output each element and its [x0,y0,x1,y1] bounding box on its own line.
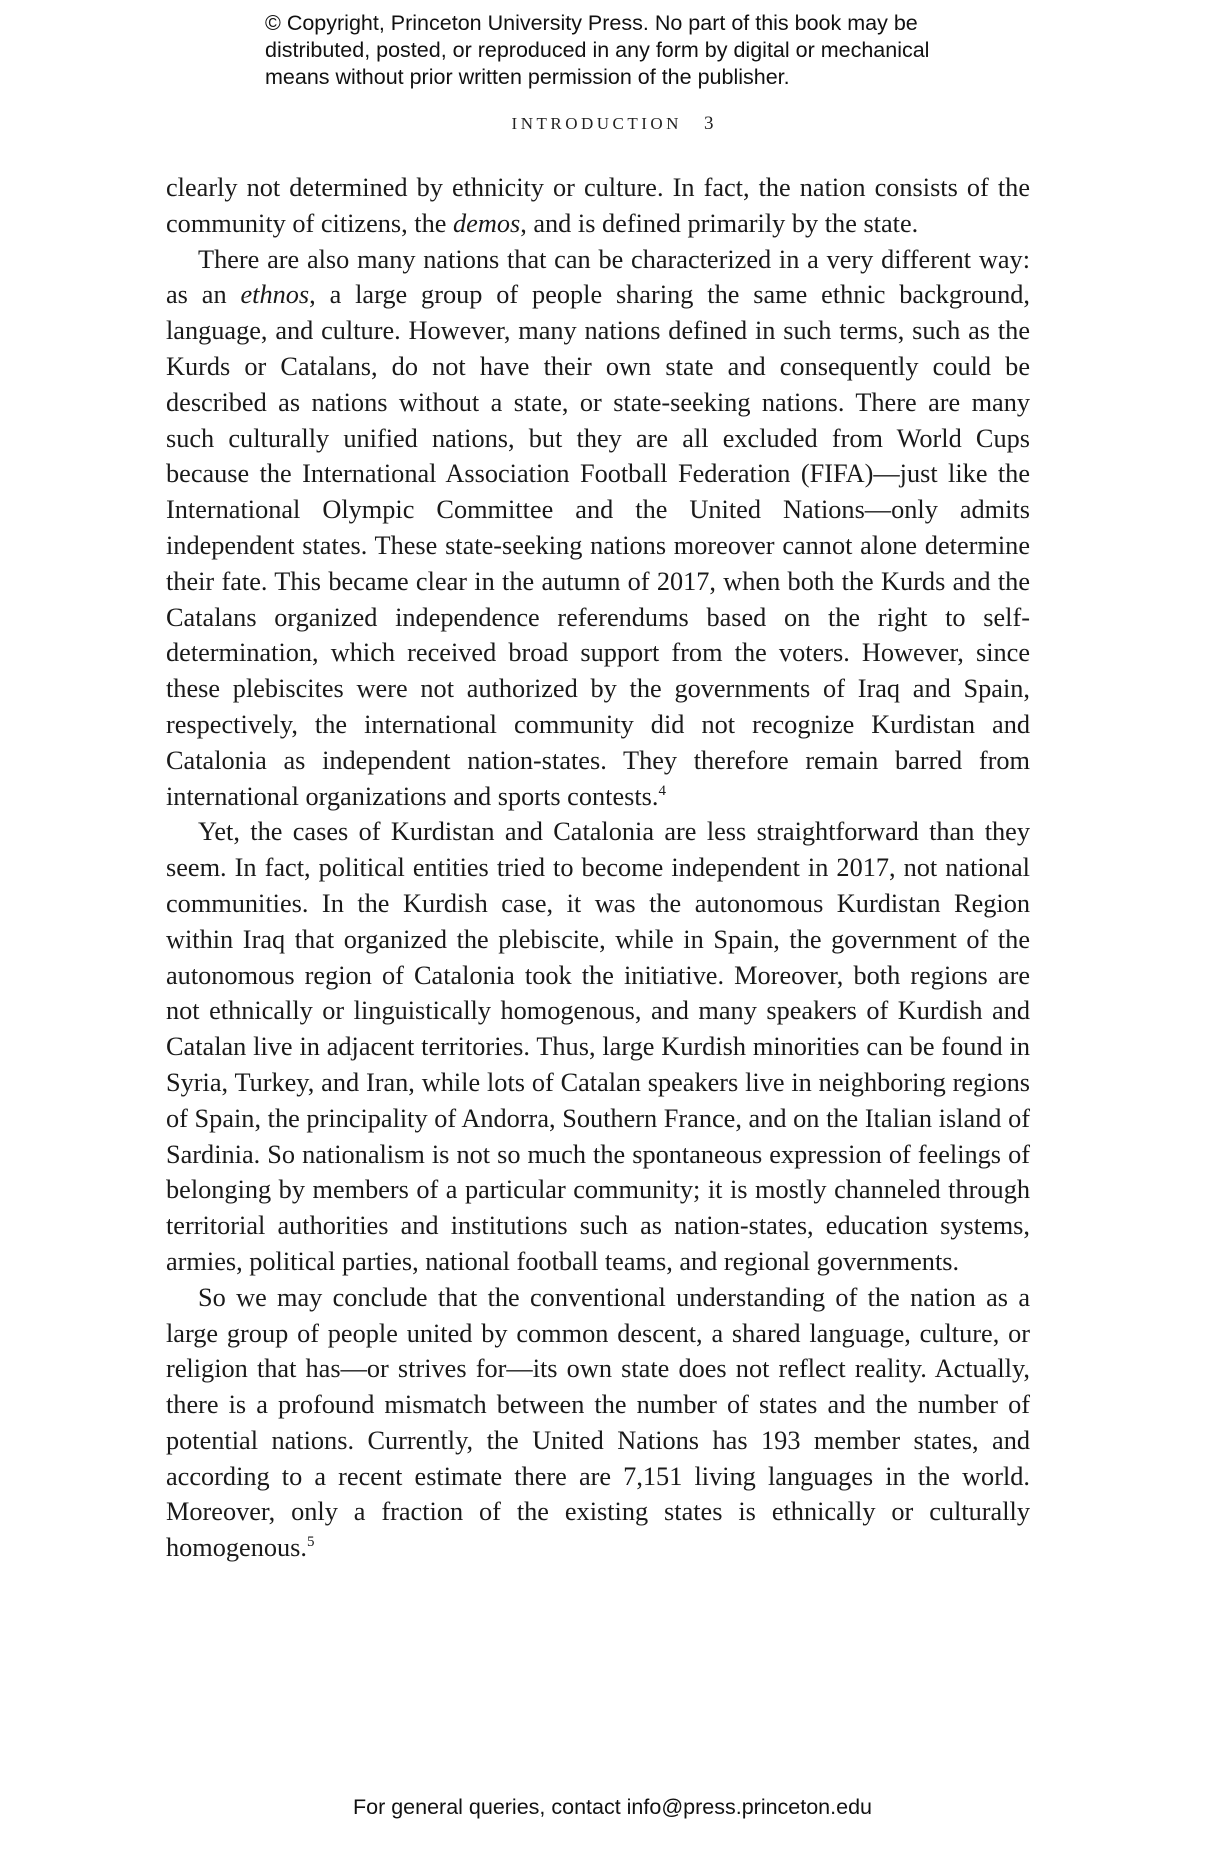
paragraph-1-text-a: clearly not determined by ethnicity or culture. In fact, the nation consists of the community of citizens, the [166,173,1030,238]
paragraph-1-text-b: , and is defined primarily by the state. [520,208,919,238]
paragraph-2-text-a: There are also many nations that can be characterized in a very different way: as an [166,244,1030,310]
page-number: 3 [703,113,714,134]
copyright-line-3: means without prior written permission of the publisher. [265,65,790,89]
footnote-ref-5[interactable]: 5 [306,1534,315,1551]
paragraph-3: Yet, the cases of Kurdistan and Catalonia are less straightforward than they seem. In fact, political entities tried to become independent in 2017, not national communities. In the Kurdish case, it was the autonomous Kurdistan Region within Iraq that organized the plebiscite, while in Spain, the government of the autonomous region of Catalonia took the initiative. Moreover, both regions are not ethnically or linguistically homogenous, and many speakers of Kurdish and Catalan live in adjacent territories. Thus, large Kurdish minorities can be found in Syria, Turkey, and Iran, while lots of Catalan speakers live in neighboring regions of Spain, the principality of Andorra, Southern France, and on the Italian island of Sardinia. So nationalism is not so much the spontaneous expression of feelings of belonging by members of a particular community; it is mostly channeled through territorial authorities and institutions such as nation-states, education systems, armies, political parties, national football teams, and regional governments. [166,817,1030,1276]
paragraph-2-text-b: , a large group of people sharing the same ethnic background, language, and culture. However, many nations defined in such terms, such as the Kurds or Catalans, do not have their own state and consequently could be described as nations without a state, or state-seeking nations. There are many such culturally unified nations, but they are all excluded from World Cups because the International Association Football Federation (FIFA)—just like the International Olympic Committee and the United Nations—only admits independent states. These state-seeking nations moreover cannot alone determine their fate. This became clear in the autumn of 2017, when both the Kurds and the Catalans organized independence referendums based on the right to self-determination, which received broad support from the voters. However, since these plebiscites were not authorized by the governments of Iraq and Spain, respectively, the international community did not recognize Kurdistan and Catalonia as independent nation-states. They therefore remain barred from international organizations and sports contests. [166,280,1031,811]
paragraph-1 [166,170,1030,242]
copyright-line-1: © Copyright, Princeton University Press. No part of this book may be [265,11,918,35]
chapter-title: INTRODUCTION [511,114,682,133]
paragraph-1-italic: demos [453,208,521,238]
running-head [0,113,1225,135]
copyright-notice [265,10,1025,91]
copyright-line-2: distributed, posted, or reproduced in any form by digital or mechanical [265,38,930,62]
paragraph-2 [166,242,1030,815]
paragraph-4 [166,1280,1030,1566]
paragraph-2-italic: ethnos [240,280,310,310]
footnote-ref-4[interactable]: 4 [658,782,666,799]
footer-contact: For general queries, contact info@press.princeton.edu [352,1795,872,1819]
body-text [166,170,1030,1566]
paragraph-4-text: So we may conclude that the conventional understanding of the nation as a large group of people united by common descent, a shared language, culture, or religion that has—or strives for—its own state does not reflect reality. Actually, there is a profound mismatch between the number of states and the number of potential nations. Currently, the United Nations has 193 member states, and according to a recent estimate there are 7,151 living languages in the world. Moreover, only a fraction of the existing states is ethnically or culturally homogenous. [166,1282,1030,1563]
